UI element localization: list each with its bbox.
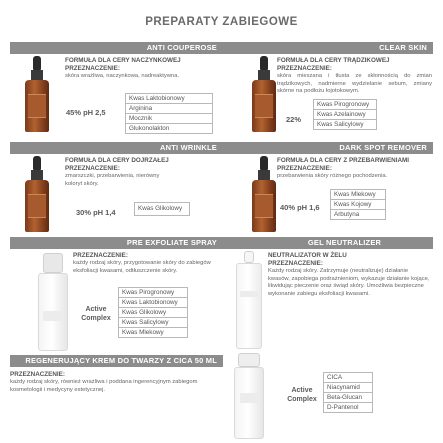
product-name-bar: CLEAR SKIN	[220, 42, 433, 54]
product-name-bar: ANTI WRINKLE	[10, 142, 223, 154]
formula-title: FORMUŁA DLA CERY NACZYNKOWEJ	[65, 57, 181, 64]
product-card-pre-exfoliate-spray	[10, 237, 223, 353]
ingredients-list	[125, 94, 213, 134]
przeznaczenie-label: PRZEZNACZENIE:	[277, 65, 332, 72]
ingredients-list	[134, 203, 190, 216]
dropper-bottle-image	[18, 156, 58, 240]
concentration-ph: 45% pH 2,5	[66, 108, 106, 117]
ingredient: Glukonolakton	[125, 123, 213, 134]
product-name-bar: DARK SPOT REMOVER	[220, 142, 433, 154]
product-card-regenerating-cream	[10, 355, 433, 440]
ingredient: D-Pantenol	[323, 402, 373, 413]
description: skóra mieszana i tłusta ze skłonnością do zmian trądzikowych, nadmierne wydzielanie sebum, zmiany skórne na podłożu łojotokowym.	[277, 73, 432, 94]
ingredient: Kwas Salicylowy	[313, 119, 377, 130]
ingredient: Niacynamid	[323, 382, 373, 393]
pump-bottle-image	[236, 251, 262, 349]
przeznaczenie-label: PRZEZNACZENIE:	[10, 371, 65, 378]
product-card-anti-wrinkle	[10, 142, 223, 242]
ingredient: Mocznik	[125, 113, 213, 124]
description: zmarszczki, przebarwienia, nierówny koloryt skóry.	[65, 173, 160, 187]
description: skóra wrażliwa, naczynkowa, nadreaktywna.	[65, 73, 180, 79]
ingredient: Kwas Pirogronowy	[118, 287, 188, 298]
description: przebarwienia skóry różnego pochodzenia.	[277, 173, 388, 179]
ingredient: Kwas Glikolowy	[134, 202, 190, 216]
product-card-dark-spot-remover	[220, 142, 433, 242]
description: każdy rodzaj skóry, również wrażliwa i poddana ingerencyjnym zabiegom kosmetologii i medycyny estetycznej.	[10, 379, 198, 393]
ingredient: Kwas Kojowy	[330, 199, 386, 210]
ingredient: Kwas Laktobionowy	[125, 93, 213, 104]
ingredient: Kwas Glikolowy	[118, 307, 188, 318]
description: każdy rodzaj skóry, przygotowanie skóry do zabiegów eksfoliacji kwasami, odtłuszczenie skóry.	[73, 260, 211, 274]
cream-bottle-image	[234, 353, 264, 439]
ingredient: Beta-Glucan	[323, 392, 373, 403]
ingredient: CICA	[323, 372, 373, 383]
ingredient: Kwas Mlekowy	[118, 327, 188, 338]
dropper-bottle-image	[18, 56, 58, 140]
ingredient: Kwas Pirogronowy	[313, 99, 377, 110]
ingredient: Kwas Azelainowy	[313, 109, 377, 120]
ingredients-list	[323, 373, 373, 413]
concentration-ph: 30% pH 1,4	[76, 208, 116, 217]
przeznaczenie-label: PRZEZNACZENIE:	[65, 65, 120, 72]
ingredient: Kwas Laktobionowy	[118, 297, 188, 308]
active-complex-label: Active Complex	[287, 387, 317, 403]
product-name-bar: ANTI COUPEROSE	[10, 42, 223, 54]
ingredient: Kwas Mlekowy	[330, 189, 386, 200]
przeznaczenie-label: PRZEZNACZENIE:	[73, 252, 128, 259]
concentration-ph: 22%	[286, 115, 302, 124]
ingredient: Kwas Salicylowy	[118, 317, 188, 328]
ingredients-list	[118, 288, 188, 338]
product-name-bar: GEL NEUTRALIZER	[220, 237, 433, 249]
ingredient: Arbutyna	[330, 209, 386, 220]
ingredients-list	[330, 190, 386, 220]
przeznaczenie-label: PRZEZNACZENIE:	[65, 165, 120, 172]
formula-title: FORMUŁA DLA CERY Z PRZEBARWIENIAMI	[277, 157, 409, 164]
przeznaczenie-label: PRZEZNACZENIE:	[268, 260, 323, 267]
page-title: PREPARATY ZABIEGOWE	[145, 16, 298, 28]
ingredient: Arginina	[125, 103, 213, 114]
product-card-anti-couperose	[10, 42, 223, 142]
product-card-gel-neutralizer	[220, 237, 433, 353]
product-card-clear-skin	[220, 42, 433, 142]
product-name-bar: REGENERUJĄCY KREM DO TWARZY Z CICA 50 ML	[10, 355, 223, 367]
product-name-bar: PRE EXFOLIATE SPRAY	[10, 237, 223, 249]
formula-title: FORMUŁA DLA CERY DOJRZAŁEJ	[65, 157, 169, 164]
spray-bottle-image	[38, 253, 68, 351]
ingredients-list	[313, 100, 377, 130]
formula-title: FORMUŁA DLA CERY TRĄDZIKOWEJ	[277, 57, 390, 64]
przeznaczenie-label: PRZEZNACZENIE:	[277, 165, 332, 172]
formula-title: NEUTRALIZATOR W ŻELU	[268, 252, 347, 259]
description: Każdy rodzaj skóry. Zatrzymuje (neutralizuje) działanie kwasów, zapobiega podrażnieniom, wykazuje działanie kojące, likwidując pieczenie oraz świąd skóry. Umożliwia bezpieczne wykonanie zabiegu eksfoliacji kwasami.	[268, 268, 430, 297]
concentration-ph: 40% pH 1,6	[280, 203, 320, 212]
active-complex-label: Active Complex	[81, 306, 111, 322]
